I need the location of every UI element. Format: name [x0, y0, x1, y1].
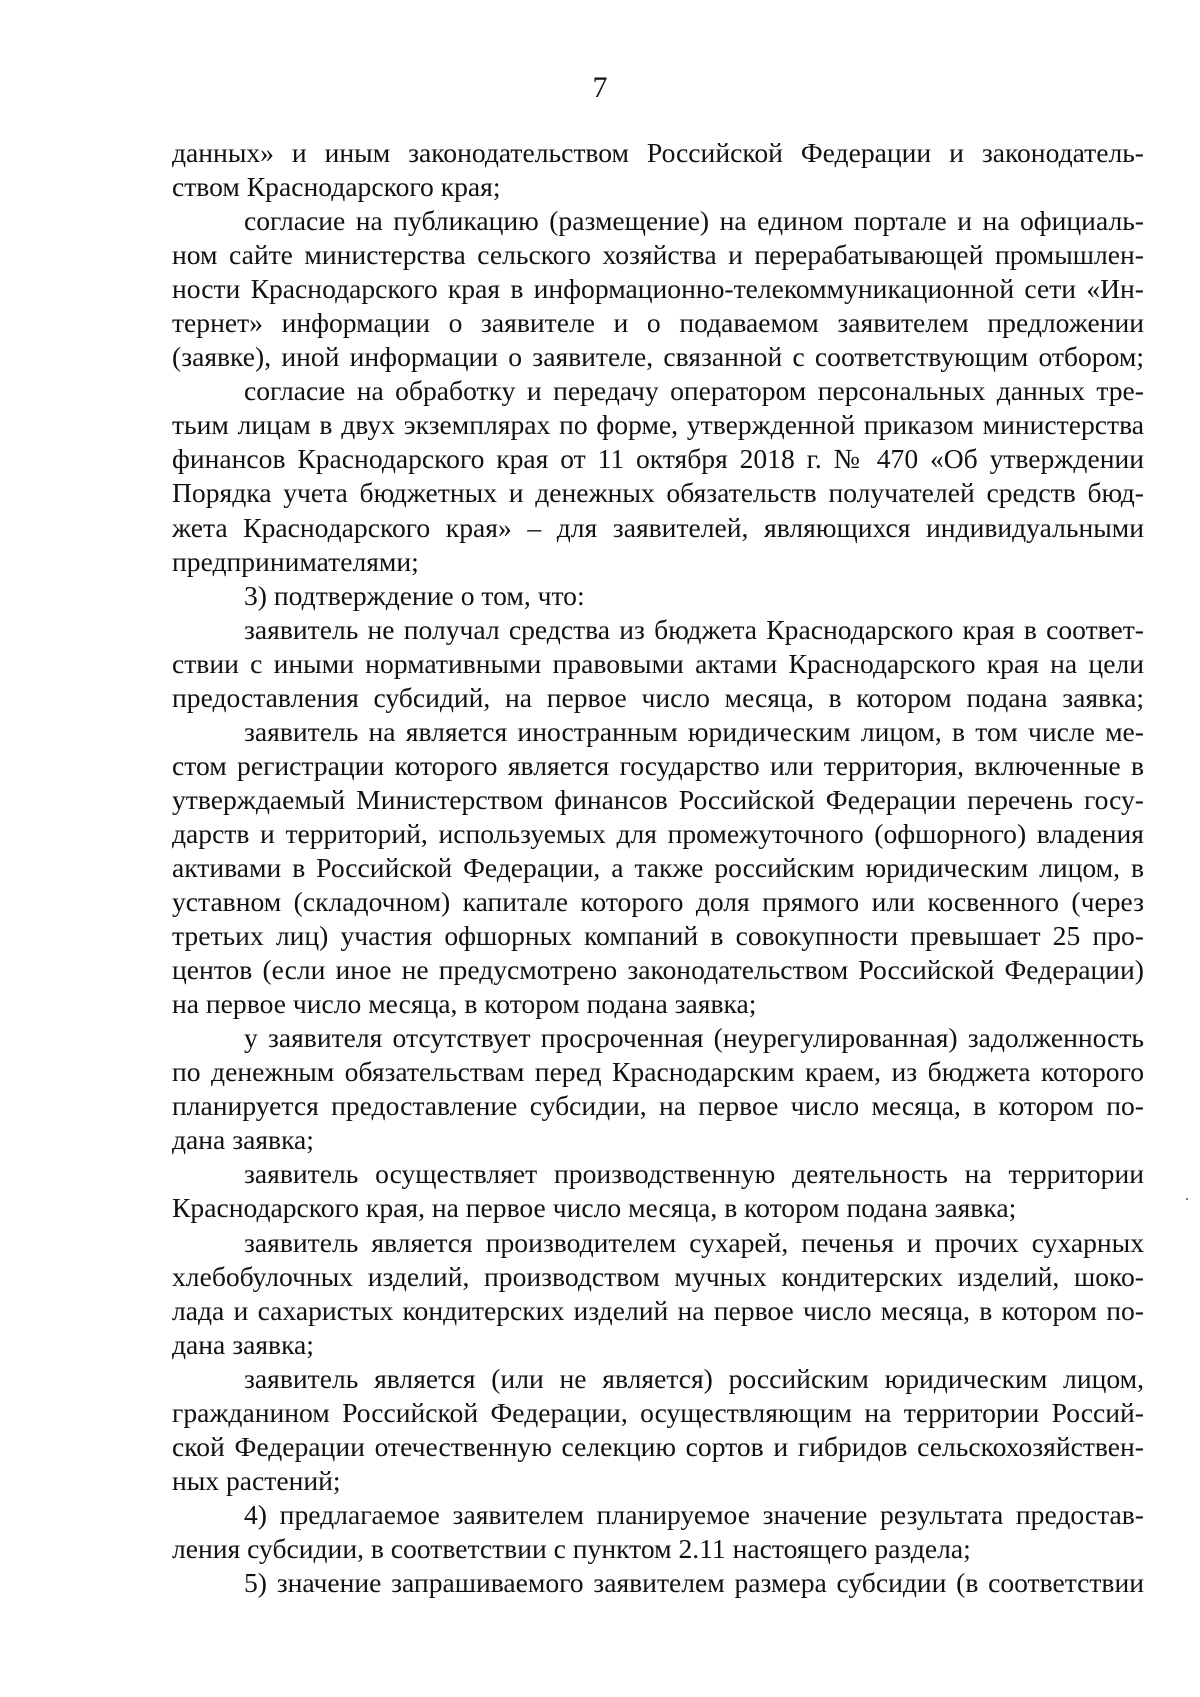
- text-line: дана заявка;: [172, 1124, 314, 1156]
- text-line: предоставления субсидий, на первое число месяца, в котором подана заявка;: [172, 681, 1144, 713]
- text-line: заявитель на является иностранным юридическим лицом, в том числе ме-: [244, 715, 1144, 747]
- text-line: центов (если иное не предусмотрено законодательством Российской Федерации): [172, 954, 1144, 986]
- text-line: тернет» информации о заявителе и о подаваемом заявителем предложении: [172, 307, 1144, 339]
- text-line: тьим лицам в двух экземплярах по форме, утвержденной приказом министерства: [172, 409, 1144, 441]
- text-line: дана заявка;: [172, 1328, 314, 1360]
- text-line: жета Краснодарского края» – для заявителей, являющихся индивидуальными: [172, 511, 1144, 543]
- text-line: гражданином Российской Федерации, осуществляющим на территории Россий-: [172, 1396, 1144, 1428]
- text-line: согласие на публикацию (размещение) на едином портале и на официаль-: [244, 205, 1144, 237]
- text-line: ном сайте министерства сельского хозяйства и перерабатывающей промышлен-: [172, 239, 1144, 271]
- text-line: стом регистрации которого является государство или территория, включенные в: [172, 749, 1144, 781]
- scan-artifact: [1186, 1198, 1188, 1200]
- page-number: 7: [592, 71, 608, 104]
- text-line: уставном (складочном) капитале которого доля прямого или косвенного (через: [172, 886, 1144, 918]
- text-line: заявитель является производителем сухарей, печенья и прочих сухарных: [244, 1226, 1144, 1258]
- text-line: предпринимателями;: [172, 545, 419, 577]
- text-line: данных» и иным законодательством Российской Федерации и законодатель-: [172, 137, 1144, 168]
- text-line: дарств и территорий, используемых для промежуточного (офшорного) владения: [172, 817, 1144, 849]
- text-line: (заявке), иной информации о заявителе, связанной с соответствующим отбором;: [172, 341, 1144, 373]
- text-line: на первое число месяца, в котором подана заявка;: [172, 988, 757, 1020]
- text-line: ствии с иными нормативными правовыми актами Краснодарского края на цели: [172, 647, 1144, 679]
- text-line: Порядка учета бюджетных и денежных обязательств получателей средств бюд-: [172, 477, 1144, 509]
- text-line: заявитель осуществляет производственную деятельность на территории: [244, 1158, 1144, 1190]
- text-line: лада и сахаристых кондитерских изделий на первое число месяца, в котором по-: [172, 1294, 1144, 1326]
- text-line: ности Краснодарского края в информационно-телекоммуникационной сети «Ин-: [172, 273, 1144, 305]
- text-line: 3) подтверждение о том, что:: [244, 579, 585, 611]
- text-line: по денежным обязательствам перед Краснодарским краем, из бюджета которого: [172, 1056, 1144, 1088]
- text-line: третьих лиц) участия офшорных компаний в совокупности превышает 25 про-: [172, 920, 1144, 952]
- text-line: планируется предоставление субсидии, на первое число месяца, в котором по-: [172, 1090, 1144, 1122]
- text-line: ления субсидии, в соответствии с пунктом 2.11 настоящего раздела;: [172, 1532, 971, 1564]
- text-line: Краснодарского края, на первое число месяца, в котором подана заявка;: [172, 1192, 1017, 1224]
- text-line: ством Краснодарского края;: [172, 171, 501, 203]
- document-body: [172, 136, 1144, 1600]
- text-line: финансов Краснодарского края от 11 октября 2018 г. № 470 «Об утверждении: [172, 443, 1144, 475]
- text-line: у заявителя отсутствует просроченная (неурегулированная) задолженность: [244, 1022, 1144, 1054]
- text-line: хлебобулочных изделий, производством мучных кондитерских изделий, шоко-: [172, 1260, 1144, 1292]
- text-line: 4) предлагаемое заявителем планируемое значение результата предостав-: [244, 1498, 1144, 1530]
- text-line: ных растений;: [172, 1464, 341, 1496]
- text-line: согласие на обработку и передачу оператором персональных данных тре-: [244, 375, 1144, 407]
- text-line: утверждаемый Министерством финансов Российской Федерации перечень госу-: [172, 783, 1144, 815]
- text-line: заявитель не получал средства из бюджета Краснодарского края в соответ-: [244, 613, 1144, 645]
- text-line: активами в Российской Федерации, а также российским юридическим лицом, в: [172, 851, 1144, 883]
- text-line: ской Федерации отечественную селекцию сортов и гибридов сельскохозяйствен-: [172, 1430, 1144, 1462]
- text-line: заявитель является (или не является) российским юридическим лицом,: [244, 1362, 1144, 1394]
- text-line: 5) значение запрашиваемого заявителем размера субсидии (в соответствии: [244, 1566, 1144, 1598]
